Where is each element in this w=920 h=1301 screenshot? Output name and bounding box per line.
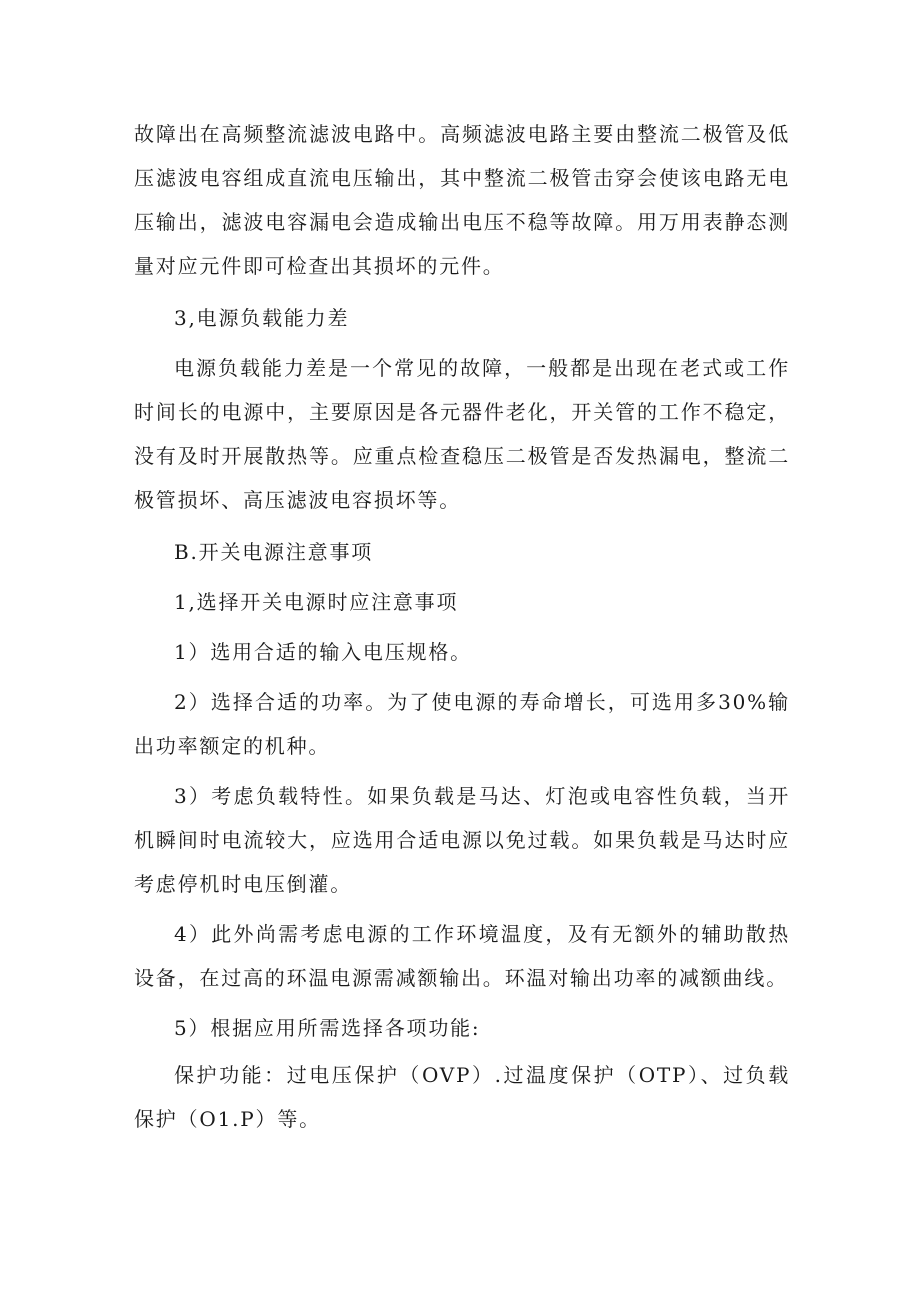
paragraph-rectifier-fault: 故障出在高频整流滤波电路中。高频滤波电路主要由整流二极管及低压滤波电容组成直流电压输出，其中整流二极管击穿会使该电路无电压输出，滤波电容漏电会造成输出电压不稳等故障。用万用表静态测量对应元件即可检查出其损坏的元件。 [134, 122, 790, 278]
list-item-2: 2）选择合适的功率。为了使电源的寿命增长，可选用多30%输出功率额定的机种。 [134, 690, 790, 758]
list-item-3: 3）考虑负载特性。如果负载是马达、灯泡或电容性负载，当开机瞬间时电流较大，应选用合适电源以免过载。如果负载是马达时应考虑停机时电压倒灌。 [134, 784, 790, 896]
document-body [134, 112, 790, 1141]
list-item-5: 5）根据应用所需选择各项功能: [174, 1016, 481, 1040]
heading-load-capacity: 3,电源负载能力差 [174, 306, 350, 330]
paragraph-load-capacity: 电源负载能力差是一个常见的故障，一般都是出现在老式或工作时间长的电源中，主要原因是各元器件老化，开关管的工作不稳定，没有及时开展散热等。应重点检查稳压二极管是否发热漏电，整流二极管损坏、高压滤波电容损坏等。 [134, 356, 790, 512]
list-item-4: 4）此外尚需考虑电源的工作环境温度，及有无额外的辅助散热设备，在过高的环温电源需减额输出。环温对输出功率的减额曲线。 [134, 922, 790, 990]
heading-precautions: B.开关电源注意事项 [174, 540, 374, 564]
paragraph-protection-functions: 保护功能：过电压保护（OVP）.过温度保护（OTP）、过负载保护（O1.P）等。 [134, 1063, 790, 1131]
heading-selection-precautions: 1,选择开关电源时应注意事项 [174, 590, 459, 614]
list-item-1: 1）选用合适的输入电压规格。 [174, 640, 472, 664]
